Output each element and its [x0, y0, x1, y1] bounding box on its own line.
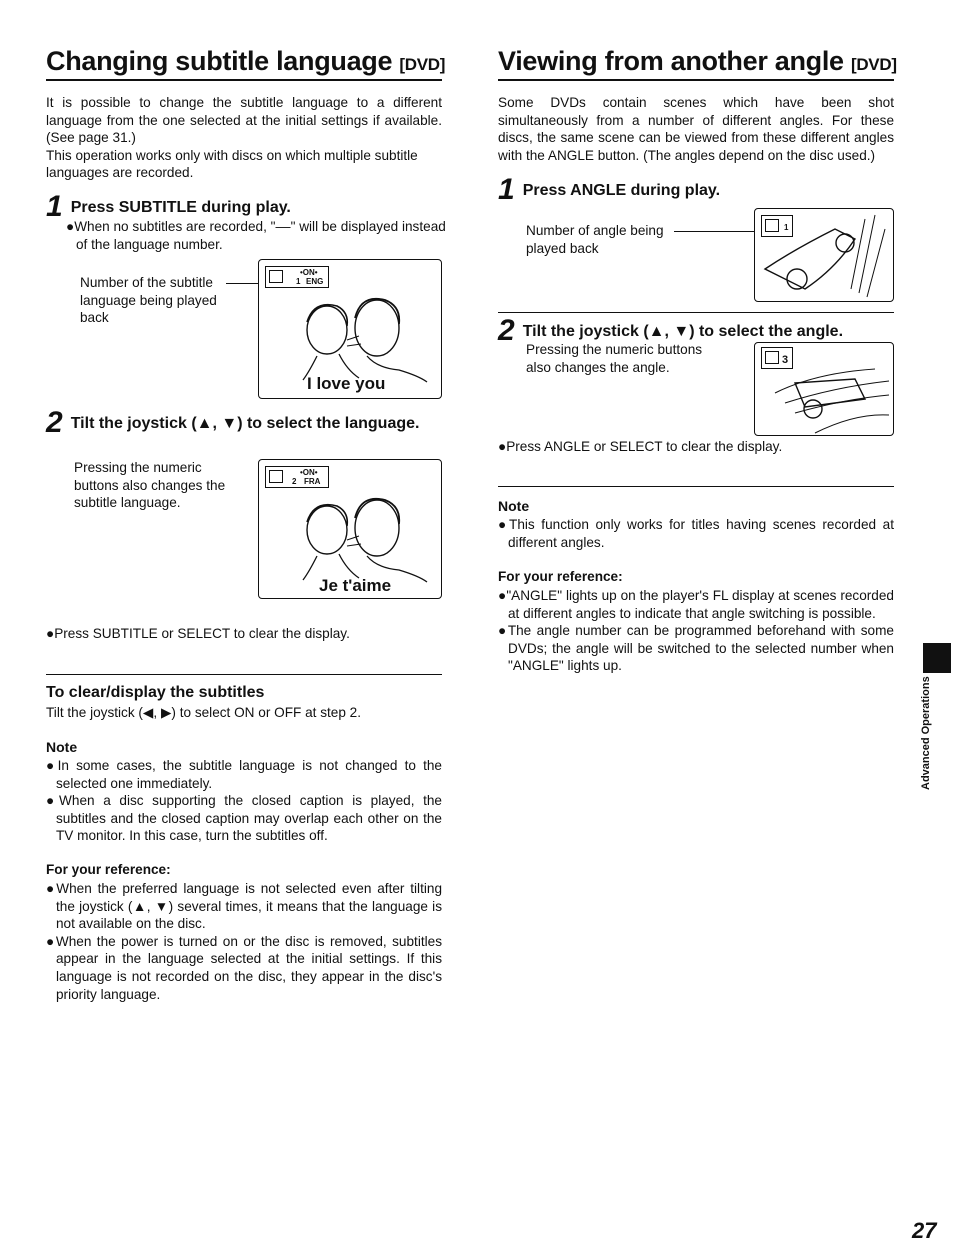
section-side-label: Advanced Operations: [920, 676, 932, 790]
subtitle-title-text: Changing subtitle language: [46, 46, 393, 76]
step-title: Tilt the joystick (▲, ▼) to select the language.: [70, 415, 420, 432]
angle-figure-label: Number of angle being played back: [526, 223, 664, 256]
angle-figure-2: [754, 342, 894, 436]
subtitle-figure-label: Number of the subtitle language being played back: [80, 275, 217, 326]
step-title: Tilt the joystick (▲, ▼) to select the angle.: [522, 323, 844, 340]
race-car-icon: [755, 209, 893, 301]
osd-number: 2: [292, 477, 297, 486]
osd-angle-number: 1: [784, 223, 789, 232]
angle-note-heading: Note: [498, 498, 530, 514]
dvd-tag: [DVD]: [850, 55, 897, 74]
angle-reference-heading: For your reference:: [498, 569, 623, 584]
step-number: 1: [46, 190, 63, 223]
osd-number: 1: [296, 277, 301, 286]
subtitle-note-1: ●In some cases, the subtitle language is not changed to the selected one immediately.: [46, 758, 442, 791]
subtitle-notes: [46, 757, 442, 845]
angle-intro: Some DVDs contain scenes which have been shot simultaneously from a number of different angles. For these discs, the same scene can be viewed from these different angles with the ANGLE button. (The angles depend on the disc used.): [498, 95, 894, 163]
angle-notes: [498, 516, 894, 551]
subtitle-reference-1: ●When the preferred language is not selected even after tilting the joystick (▲, ▼) several times, it means that the language is not available on the disc.: [46, 881, 442, 932]
angle-reference-1: ●"ANGLE" lights up on the player's FL display at scenes recorded at different angles to indicate that angle switching is possible.: [498, 588, 894, 621]
subtitle-caption-1: I love you: [307, 374, 386, 393]
osd-on-label: •ON•: [300, 268, 318, 277]
step-title: Press SUBTITLE during play.: [70, 199, 291, 216]
subtitle-reference-2: ●When the power is turned on or the disc is removed, subtitles appear in the language selected at the initial settings. If this language is not recorded on the disc, they appear in the disc's priority language.: [46, 933, 442, 1002]
divider: [46, 674, 442, 675]
subtitle-intro-1: It is possible to change the subtitle language to a different language from the one selected at the initial settings if available. (See page 31.): [46, 95, 442, 146]
divider: [498, 486, 894, 487]
angle-clear-bullet: ●Press ANGLE or SELECT to clear the display.: [498, 439, 783, 454]
subtitle-intro-2: This operation works only with discs on which multiple subtitle languages are recorded.: [46, 147, 418, 181]
angle-figure-1: [754, 208, 894, 302]
subtitle-clear-bullet: ●Press SUBTITLE or SELECT to clear the display.: [46, 626, 350, 641]
subtitle-note-2: ●When a disc supporting the closed caption is played, the subtitles and the closed caption may overlap each other on the TV monitor. In this case, turn the subtitles off.: [46, 793, 442, 844]
subtitle-figure-1: [258, 259, 442, 399]
subtitle-step-2: [46, 406, 442, 439]
race-car-icon: [755, 343, 893, 435]
dvd-tag: [DVD]: [399, 55, 446, 74]
angle-section-title: [498, 46, 897, 81]
step-number: 1: [498, 173, 515, 206]
subtitle-note-heading: Note: [46, 739, 78, 755]
step-title: Press ANGLE during play.: [522, 182, 721, 199]
angle-step-2-body: Pressing the numeric buttons also changes the angle.: [526, 342, 703, 375]
osd-angle-number: 3: [782, 354, 789, 366]
angle-step-1: [498, 173, 720, 207]
subtitle-figure-2: [258, 459, 442, 599]
osd-language: ENG: [306, 277, 324, 286]
subtitle-section-title: [46, 46, 446, 81]
subtitle-reference-heading: For your reference:: [46, 862, 171, 877]
subtitle-caption-2: Je t'aime: [319, 576, 392, 595]
section-tab-marker: [923, 643, 951, 673]
leader-line: [674, 231, 764, 232]
angle-references: [498, 587, 894, 675]
osd-language: FRA: [304, 477, 321, 486]
subtitle-intro: [46, 94, 442, 182]
divider: [498, 312, 894, 313]
subtitle-step-1-bullet: ●When no subtitles are recorded, "––" will be displayed instead of the language number.: [66, 219, 446, 252]
osd-on-label: •ON•: [300, 468, 318, 477]
clear-display-body: Tilt the joystick (◀, ▶) to select ON or OFF at step 2.: [46, 705, 362, 720]
subtitle-step-2-body: Pressing the numeric buttons also changes the subtitle language.: [74, 460, 226, 511]
step-number: 2: [498, 314, 515, 347]
clear-display-heading: To clear/display the subtitles: [46, 684, 265, 701]
angle-title-text: Viewing from another angle: [498, 46, 844, 76]
step-number: 2: [46, 406, 63, 439]
angle-note-1: ●This function only works for titles having scenes recorded at different angles.: [498, 517, 894, 550]
angle-reference-2: ●The angle number can be programmed beforehand with some DVDs; the angle will be switched to the selected number when "ANGLE" lights up.: [498, 623, 894, 674]
page-number: 27: [912, 1218, 937, 1243]
subtitle-references: [46, 880, 442, 1003]
